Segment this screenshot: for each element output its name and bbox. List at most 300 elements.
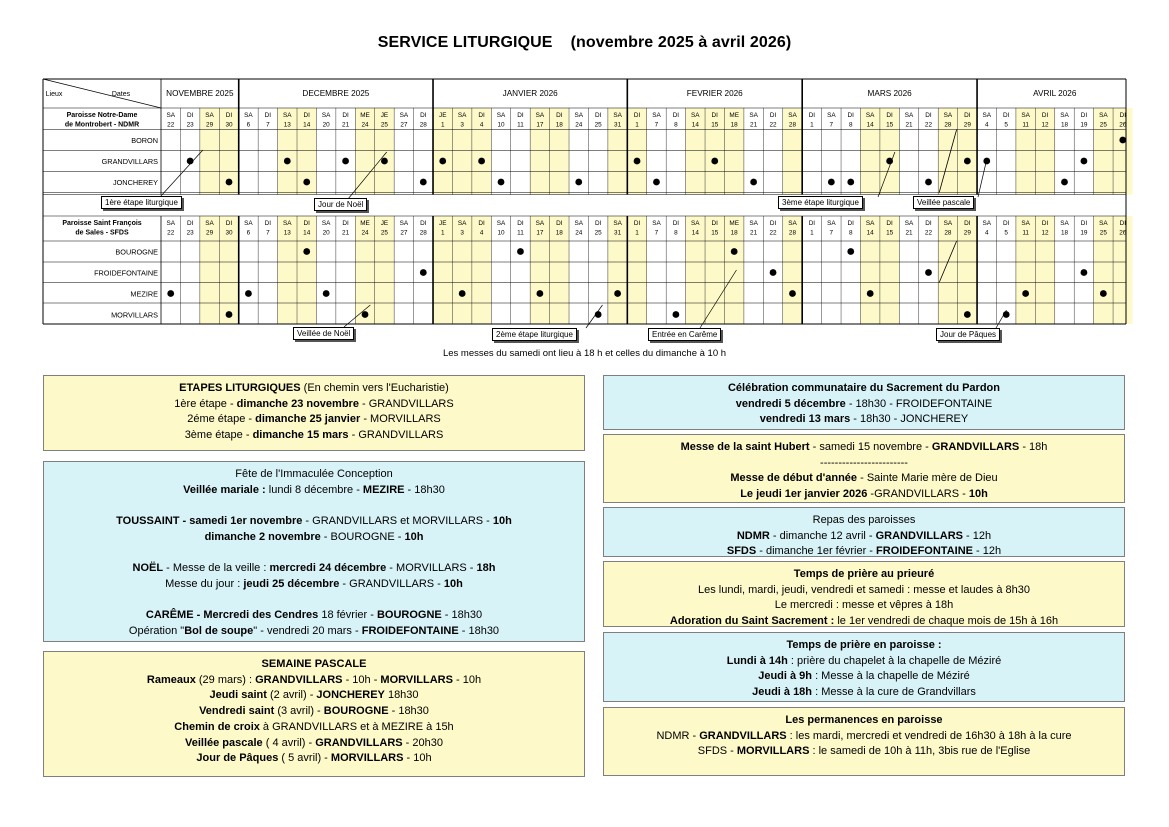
box-line [604, 685, 1124, 701]
day-name: DI [808, 220, 816, 227]
text-segment: ( 4 avril) - [262, 736, 316, 749]
annotation-label: Jour de Pâques [936, 328, 1000, 341]
day-number: 20 [322, 229, 330, 237]
text-segment: 3ème étape - [184, 429, 253, 442]
day-name: SA [652, 112, 661, 119]
text-segment: GRANDVILLARS [255, 673, 343, 686]
mass-dot [672, 311, 679, 318]
mass-dot [1081, 158, 1088, 165]
text-segment: - dimanche 12 avril - [769, 529, 876, 542]
text-segment: 2éme étape - [187, 413, 256, 426]
day-name: DI [342, 112, 349, 119]
day-name: DI [594, 220, 602, 227]
day-number: 31 [614, 121, 622, 129]
day-number: 4 [479, 229, 484, 237]
text-segment: MORVILLARS [330, 752, 404, 765]
day-number: 29 [206, 229, 214, 237]
day-number: 19 [1080, 229, 1088, 237]
day-name: JE [380, 112, 389, 119]
text-segment: vendredi 13 mars [759, 413, 851, 426]
mass-dot [420, 179, 427, 186]
text-segment: ------------------------ [820, 456, 908, 469]
day-number: 8 [848, 229, 853, 237]
day-number: 25 [380, 121, 388, 129]
day-number: 11 [1022, 229, 1029, 237]
day-number: 21 [342, 121, 350, 129]
annotation-label: 1ère étape liturgique [101, 196, 182, 209]
corner-label-lieux: Lieux [45, 91, 63, 98]
day-name: DI [847, 220, 854, 227]
place-name: JONCHEREY [112, 178, 158, 187]
text-segment: Chemin de croix [174, 720, 260, 733]
text-segment: Adoration du Saint Sacrement : [669, 615, 835, 628]
text-segment: (29 mars) : [195, 673, 256, 686]
day-number: 25 [1099, 121, 1107, 129]
text-segment: - GRANDVILLARS [358, 397, 454, 410]
day-name: ME [729, 220, 739, 227]
day-number: 15 [886, 229, 894, 237]
day-name: SA [399, 220, 409, 227]
repas-box [603, 507, 1125, 557]
month-label: AVRIL 2026 [1033, 89, 1077, 98]
day-number: 28 [788, 229, 797, 237]
saint-hubert-box [603, 434, 1125, 503]
text-segment: SEMAINE PASCALE [261, 658, 367, 670]
day-name: SA [788, 112, 797, 119]
text-segment: Le jeudi 1er janvier 2026 [740, 488, 868, 501]
text-segment: vendredi 5 décembre [735, 397, 846, 410]
day-name: SA [321, 220, 331, 227]
text-segment: CARÊME - Mercredi des Cendres [145, 609, 319, 622]
day-name: SA [205, 112, 214, 119]
text-segment: - 18h30 [388, 705, 429, 718]
day-number: 22 [769, 121, 777, 129]
text-segment: JONCHEREY [316, 689, 385, 702]
text-segment: GRANDVILLARS [875, 529, 963, 542]
day-number: 1 [440, 121, 445, 129]
text-segment: 1ère étape - [174, 397, 237, 410]
text-segment: mercredi 24 décembre [269, 562, 387, 575]
mass-dot [847, 248, 854, 255]
day-number: 15 [886, 121, 894, 129]
day-name: SA [943, 220, 953, 227]
day-name: DI [420, 112, 427, 119]
text-segment: MEZIRE [362, 483, 405, 496]
text-segment: Vendredi saint [199, 705, 275, 718]
day-name: JE [439, 220, 447, 227]
day-name: DI [1041, 220, 1049, 227]
text-segment: lundi 8 décembre - [265, 483, 363, 496]
day-name: DI [769, 112, 777, 119]
day-name: SA [943, 112, 953, 119]
month-label: JANVIER 2026 [502, 89, 558, 98]
mass-dot [750, 179, 757, 186]
box-line [604, 412, 1124, 428]
box-line [44, 530, 584, 546]
day-name: DI [1119, 112, 1126, 119]
pointer-line [996, 310, 1006, 328]
place-name: FROIDEFONTAINE [94, 268, 158, 278]
day-number: 13 [283, 229, 291, 237]
day-name: DI [886, 112, 893, 119]
box-line [44, 688, 584, 704]
mass-dot [575, 179, 582, 186]
text-segment: Temps de prière au prieuré [793, 568, 935, 580]
text-segment: Jeudi à 9h [758, 670, 813, 683]
day-name: DI [303, 112, 310, 119]
day-number: 8 [848, 121, 853, 129]
mass-dot [789, 290, 796, 297]
day-name: DI [672, 220, 680, 227]
box-line [604, 713, 1124, 729]
place-name: MEZIRE [130, 289, 158, 299]
box-line [44, 608, 584, 624]
day-number: 25 [380, 229, 388, 237]
text-segment: MORVILLARS [736, 745, 810, 758]
parish-name: Paroisse Saint François [62, 220, 142, 227]
day-number: 27 [400, 229, 408, 237]
month-label: FEVRIER 2026 [686, 89, 743, 98]
text-segment: Lundi à 14h [726, 654, 788, 667]
semaine-pascale-box [43, 651, 585, 777]
day-name: SA [904, 112, 914, 119]
annotation-label: 2ème étape liturgique [492, 328, 577, 341]
text-segment: Célébration communataire du Sacrement du Pardon [727, 382, 1000, 394]
place-name: MORVILLARS [111, 310, 158, 320]
day-name: SA [982, 220, 992, 227]
day-name: SA [827, 112, 836, 119]
text-segment: (2 avril) - [266, 689, 317, 702]
day-number: 10 [497, 229, 505, 237]
text-segment: dimanche 15 mars [252, 429, 349, 442]
day-number: 14 [866, 229, 874, 237]
day-name: DI [1119, 220, 1126, 227]
text-segment: - Sainte Marie mère de Dieu [857, 472, 998, 485]
day-number: 29 [963, 121, 971, 129]
day-name: DI [769, 220, 777, 227]
day-name: SA [496, 220, 506, 227]
box-line [604, 544, 1124, 560]
text-segment: - 12h [963, 529, 992, 542]
day-number: 21 [342, 229, 350, 237]
day-name: SA [613, 112, 622, 119]
day-name: DI [964, 220, 971, 227]
day-number: 6 [246, 121, 251, 129]
day-number: 7 [829, 229, 834, 237]
day-name: DI [303, 220, 310, 227]
day-name: DI [672, 112, 680, 119]
mass-dot [1022, 290, 1029, 297]
text-segment: NOËL [132, 562, 164, 575]
box-line [44, 467, 584, 483]
mass-times-note: Les messes du samedi ont lieu à 18 h et celles du dimanche à 10 h [442, 348, 727, 359]
box-line [604, 456, 1124, 472]
day-number: 21 [905, 229, 913, 237]
day-number: 30 [225, 229, 233, 237]
text-segment: Jour de Pâques [196, 752, 279, 765]
mass-dot [886, 158, 893, 165]
day-name: DI [886, 220, 893, 227]
box-line [44, 428, 584, 444]
box-line [44, 381, 584, 397]
text-segment: GRANDVILLARS [315, 736, 403, 749]
text-segment: GRANDVILLARS [699, 729, 787, 742]
day-name: DI [925, 220, 932, 227]
text-segment: - Messe de la veille : [163, 562, 270, 575]
month-label: MARS 2026 [867, 89, 912, 98]
text-segment: : les mardi, mercredi et vendredi de 16h30 à 18h à la cure [786, 729, 1072, 742]
day-number: 1 [810, 229, 814, 237]
day-number: 17 [536, 121, 544, 129]
text-segment: (En chemin vers l'Eucharistie) [300, 382, 449, 394]
text-segment: - GRANDVILLARS et MORVILLARS - [302, 515, 493, 528]
mass-dot [478, 158, 485, 165]
text-segment: : Messe à la cure de Grandvillars [812, 686, 976, 699]
box-line [44, 624, 584, 640]
day-name: JE [439, 112, 447, 119]
day-number: 14 [303, 121, 311, 129]
text-segment: Opération " [128, 624, 185, 637]
text-segment: FROIDEFONTAINE [361, 624, 459, 637]
day-name: DI [711, 220, 718, 227]
day-number: 14 [303, 229, 311, 237]
day-number: 1 [635, 229, 639, 237]
text-segment: - 18h30 - JONCHEREY [850, 413, 969, 426]
mass-dot [342, 158, 349, 165]
text-segment: GRANDVILLARS [931, 441, 1020, 453]
mass-dot [439, 158, 446, 165]
text-segment: 10h [443, 577, 463, 590]
day-number: 8 [674, 229, 678, 237]
day-number: 3 [460, 121, 464, 129]
text-segment: à GRANDVILLARS et à MEZIRE à 15h [259, 720, 454, 733]
text-segment: - 20h30 [402, 736, 443, 749]
text-segment: le 1er vendredi de chaque mois de 15h à 16h [834, 615, 1059, 628]
day-name: ME [729, 112, 739, 119]
box-line [44, 751, 584, 767]
day-number: 8 [674, 121, 678, 129]
day-number: 30 [225, 121, 233, 129]
day-name: SA [283, 220, 292, 227]
spacer [44, 593, 584, 609]
text-segment: dimanche 23 novembre [236, 397, 359, 410]
spacer [44, 546, 584, 562]
day-number: 18 [1060, 121, 1069, 129]
box-line [44, 514, 584, 530]
text-segment: - GRANDVILLARS [348, 429, 444, 442]
day-name: ME [360, 220, 370, 227]
text-segment: Jeudi à 18h [752, 686, 813, 699]
text-segment: - 12h [973, 545, 1002, 558]
day-name: DI [556, 112, 563, 119]
mass-dot [517, 248, 524, 255]
mass-dot [536, 290, 543, 297]
box-line [44, 397, 584, 413]
day-number: 17 [536, 229, 544, 237]
place-name: BOUROGNE [115, 247, 158, 257]
day-name: DI [186, 112, 194, 119]
text-segment: dimanche 2 novembre [204, 530, 321, 543]
box-line [604, 669, 1124, 685]
box-line [44, 577, 584, 593]
mass-dot [925, 269, 932, 276]
text-segment: 18 février - [318, 609, 377, 622]
text-segment: - 18h [1019, 441, 1048, 453]
day-number: 21 [750, 229, 758, 237]
day-name: DI [517, 220, 524, 227]
text-segment: Messe de la saint Hubert [680, 441, 810, 453]
mass-dot [1119, 137, 1126, 144]
day-name: DI [264, 112, 272, 119]
mass-dot [1100, 290, 1107, 297]
text-segment: Le mercredi : messe et vêpres à 18h [774, 599, 954, 612]
day-number: 24 [575, 229, 583, 237]
day-number: 3 [460, 229, 464, 237]
text-segment: FROIDEFONTAINE [876, 545, 973, 558]
permanences-box [603, 707, 1125, 776]
text-segment: : le samedi de 10h à 11h, 3bis rue de l'Eglise [809, 745, 1031, 758]
mass-dot [711, 158, 718, 165]
day-number: 25 [594, 121, 602, 129]
text-segment: Temps de prière en paroisse : [786, 639, 942, 651]
day-name: DI [633, 112, 641, 119]
annotation-label: Veillée pascale [913, 196, 974, 209]
day-name: SA [613, 220, 622, 227]
day-name: DI [925, 112, 932, 119]
day-number: 5 [1004, 229, 1008, 237]
day-name: SA [691, 112, 700, 119]
day-name: SA [166, 112, 175, 119]
mass-dot [925, 179, 932, 186]
day-name: DI [847, 112, 854, 119]
day-number: 7 [829, 121, 834, 129]
day-number: 1 [440, 229, 445, 237]
day-name: DI [478, 112, 485, 119]
day-number: 11 [517, 121, 524, 129]
day-name: DI [420, 220, 427, 227]
day-name: SA [865, 220, 875, 227]
day-name: DI [342, 220, 349, 227]
box-line [604, 567, 1124, 583]
day-number: 14 [691, 229, 699, 237]
day-number: 23 [186, 229, 194, 237]
month-label: DECEMBRE 2025 [302, 89, 370, 98]
spacer [44, 498, 584, 514]
day-number: 22 [167, 229, 175, 237]
box-line [604, 397, 1124, 413]
mass-dot [828, 179, 835, 186]
day-number: 10 [497, 121, 505, 129]
day-name: DI [1003, 112, 1010, 119]
text-segment: Messe de début d'année [730, 472, 858, 485]
text-segment: - 18h30 - FROIDEFONTAINE [845, 397, 993, 410]
text-segment: BOUROGNE [376, 609, 442, 622]
day-number: 15 [711, 121, 719, 129]
box-line [604, 487, 1124, 503]
day-name: DI [594, 112, 602, 119]
day-number: 18 [1060, 229, 1069, 237]
day-number: 28 [788, 121, 797, 129]
text-segment: jeudi 25 décembre [243, 577, 340, 590]
day-name: SA [574, 220, 584, 227]
day-number: 18 [730, 121, 738, 129]
box-line [44, 657, 584, 673]
day-name: SA [574, 112, 584, 119]
annotation-label: Jour de Noël [314, 198, 367, 211]
day-name: JE [380, 220, 389, 227]
day-name: SA [691, 220, 700, 227]
day-name: SA [166, 220, 175, 227]
day-number: 27 [400, 121, 408, 129]
day-number: 23 [186, 121, 194, 129]
mass-dot [634, 158, 641, 165]
day-number: 29 [206, 121, 214, 129]
day-number: 7 [266, 229, 270, 237]
mass-dot [770, 269, 777, 276]
day-name: SA [865, 112, 875, 119]
parish-name: Paroisse Notre-Dame [66, 112, 138, 119]
annotation-label: 3ème étape liturgique [778, 196, 863, 209]
mass-dot [731, 248, 738, 255]
text-segment: " - vendredi 20 mars - [253, 624, 362, 637]
box-line [604, 381, 1124, 397]
mass-dot [245, 290, 252, 297]
day-number: 28 [944, 121, 952, 129]
mass-dot [167, 290, 174, 297]
day-number: 1 [635, 121, 639, 129]
day-number: 18 [555, 229, 563, 237]
day-number: 19 [1080, 121, 1088, 129]
priere-prieure-box [603, 561, 1125, 627]
text-segment: - 10h [403, 752, 432, 765]
day-number: 11 [517, 229, 524, 237]
text-segment: (3 avril) - [274, 705, 324, 718]
annotation-label: Entrée en Carême [648, 328, 721, 341]
mass-dot [459, 290, 466, 297]
mass-dot [1061, 179, 1068, 186]
text-segment: MORVILLARS [380, 673, 453, 686]
title-main: SERVICE LITURGIQUE [377, 34, 553, 51]
day-number: 20 [322, 121, 330, 129]
pointer-line [160, 150, 203, 197]
day-number: 24 [361, 121, 369, 129]
text-segment: - 10h - [342, 673, 381, 686]
day-name: SA [904, 220, 914, 227]
day-name: SA [535, 220, 545, 227]
day-number: 21 [750, 121, 758, 129]
box-line [44, 412, 584, 428]
day-name: SA [652, 220, 661, 227]
day-name: DI [964, 112, 971, 119]
box-line [44, 736, 584, 752]
day-number: 28 [419, 229, 427, 237]
text-segment: Veillée mariale : [183, 483, 266, 496]
day-name: DI [556, 220, 563, 227]
day-number: 31 [614, 229, 622, 237]
day-name: SA [827, 220, 836, 227]
text-segment: - MORVILLARS - [386, 562, 477, 575]
day-number: 11 [1022, 121, 1029, 129]
text-segment: - GRANDVILLARS - [339, 577, 444, 590]
text-segment: - BOUROGNE - [320, 530, 405, 543]
day-name: SA [788, 220, 797, 227]
text-segment: - MORVILLARS [360, 413, 441, 426]
day-number: 24 [575, 121, 583, 129]
text-segment: - 18h30 [458, 624, 500, 637]
day-number: 4 [984, 121, 989, 129]
mass-dot [226, 179, 233, 186]
text-segment: Les permanences en paroisse [785, 714, 943, 726]
